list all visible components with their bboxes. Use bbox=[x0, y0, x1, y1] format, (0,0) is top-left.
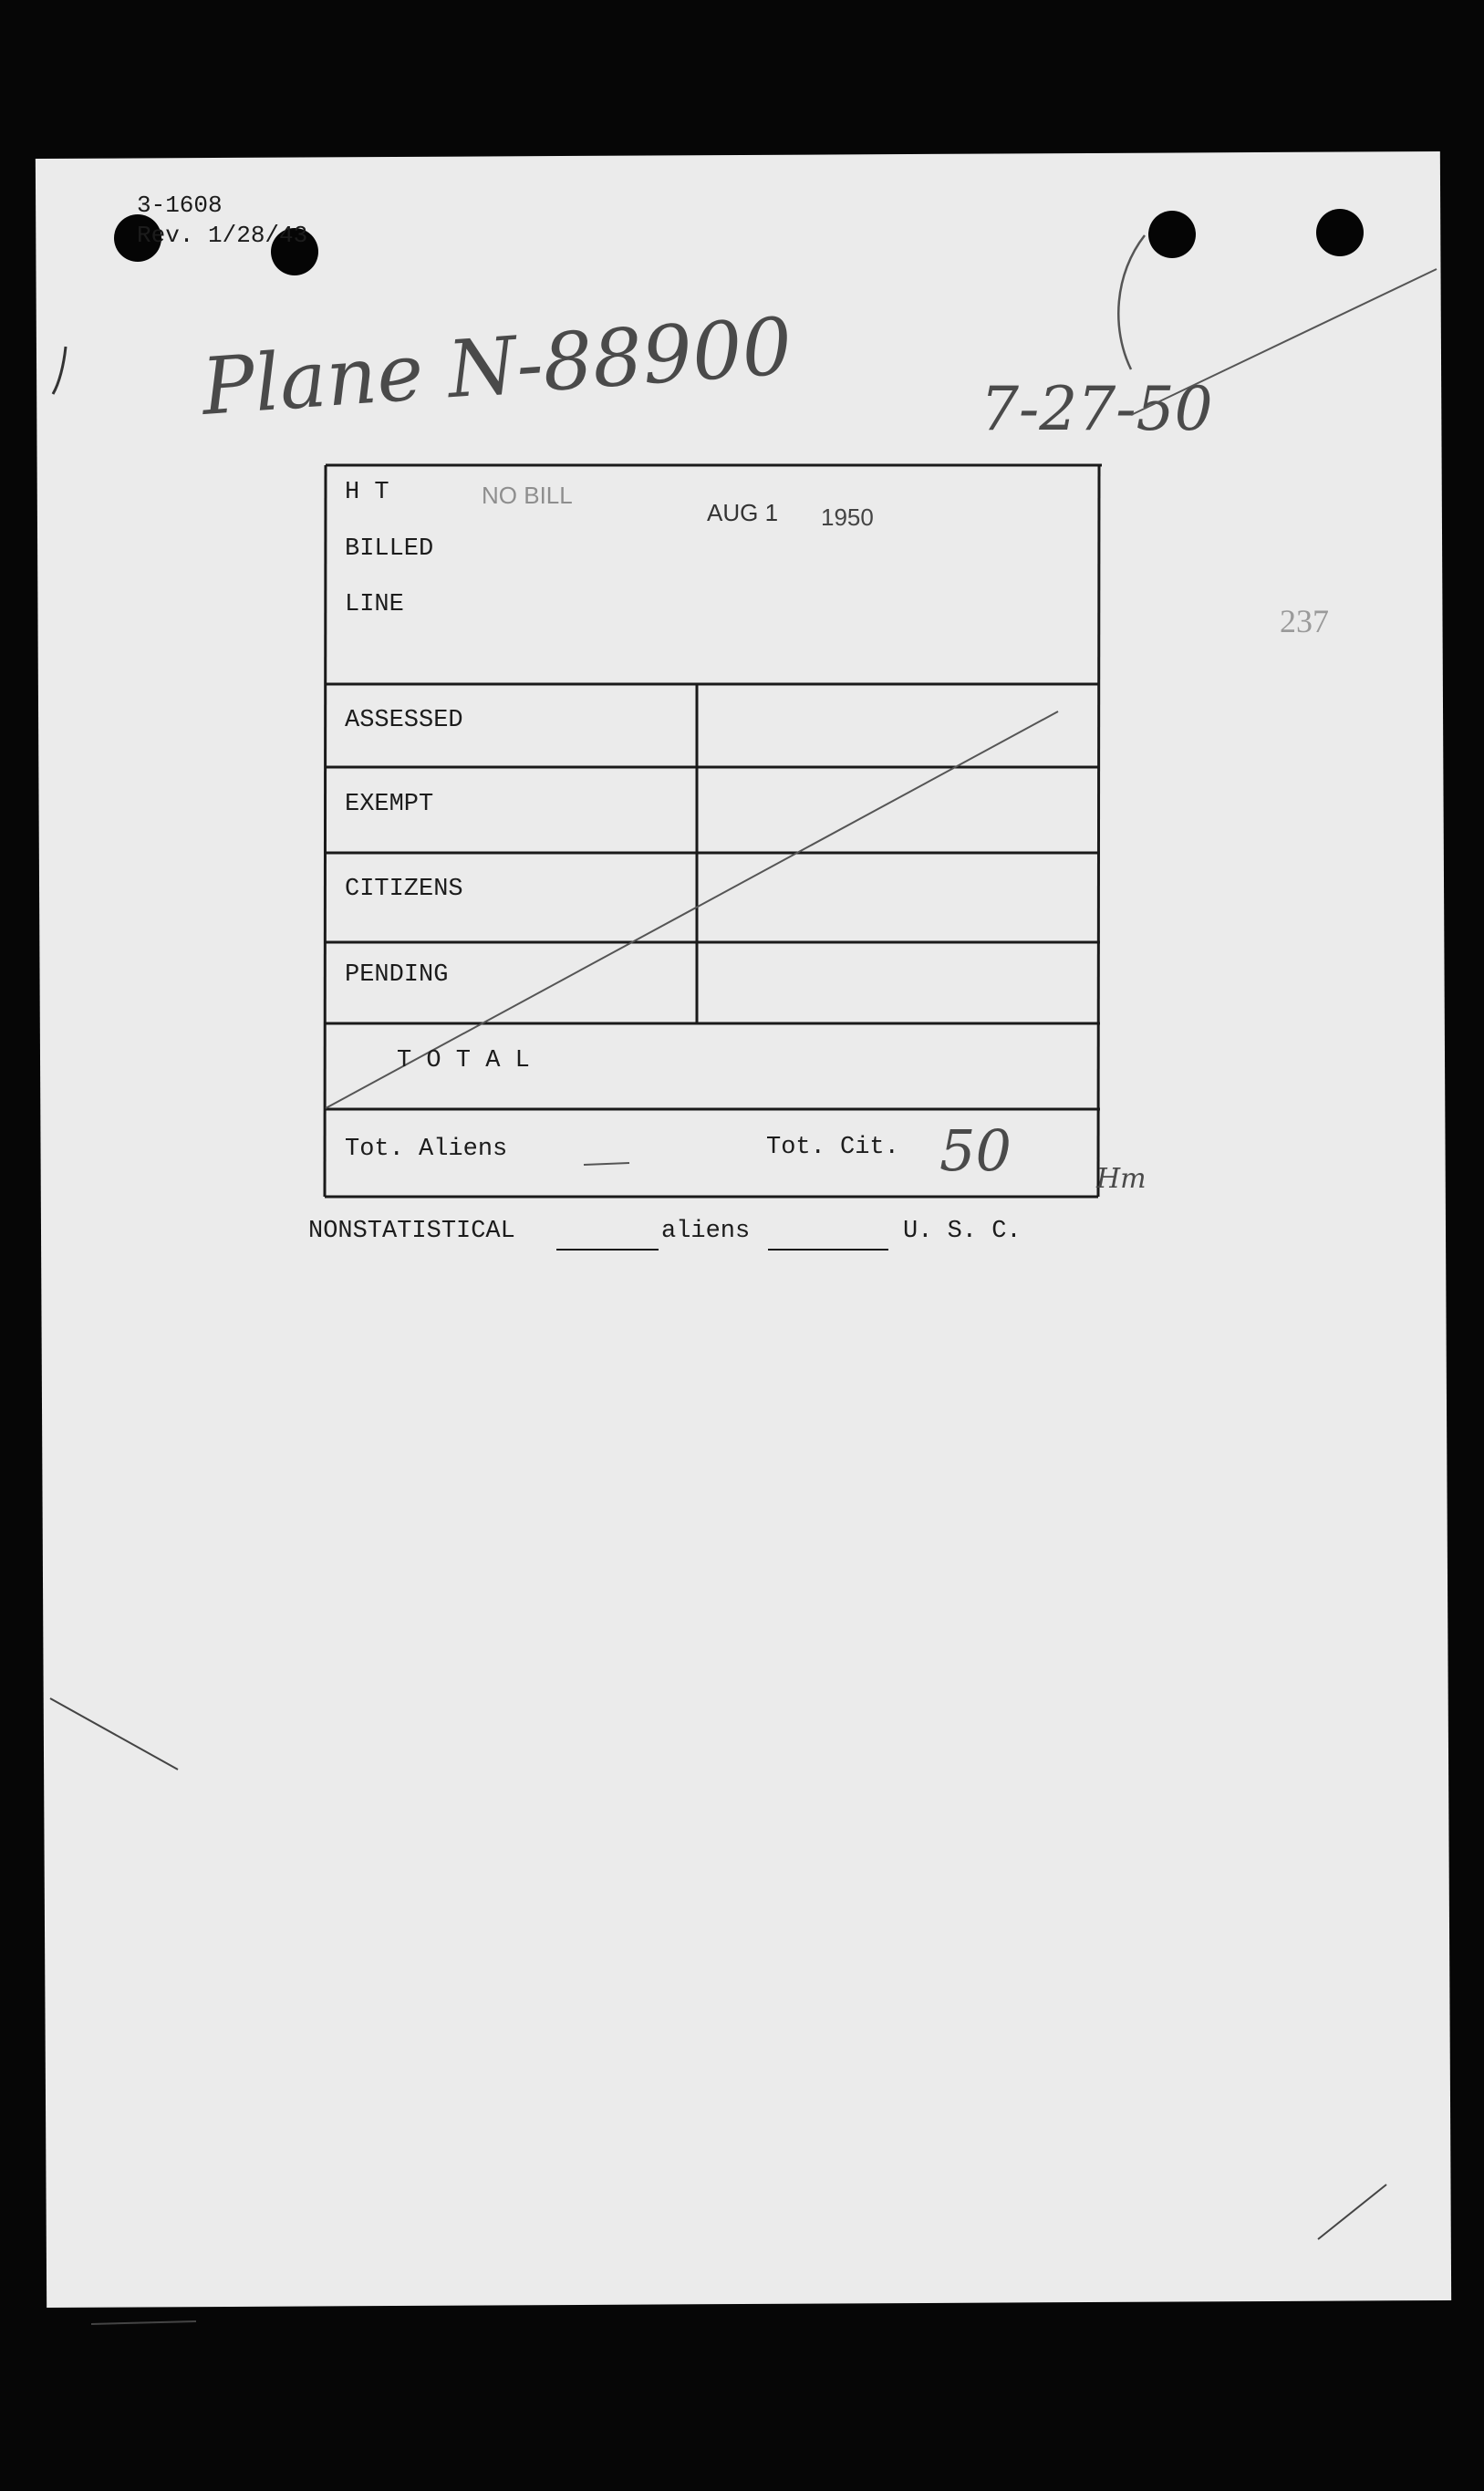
handwritten-title: Plane N-88900 bbox=[199, 301, 795, 433]
header-billed: BILLED bbox=[345, 535, 434, 563]
initials: Hm bbox=[1096, 1163, 1147, 1195]
row-label-assessed: ASSESSED bbox=[345, 707, 463, 734]
tot-aliens-label: Tot. Aliens bbox=[345, 1136, 508, 1163]
row-label-exempt: EXEMPT bbox=[345, 791, 434, 818]
total-label: T O T A L bbox=[397, 1047, 530, 1074]
form-revision: Rev. 1/28/43 bbox=[137, 222, 308, 249]
tot-cit-value: 50 bbox=[939, 1117, 1012, 1184]
no-bill-stamp: NO BILL bbox=[482, 482, 573, 509]
tot-cit-label: Tot. Cit. bbox=[766, 1134, 899, 1161]
row-label-citizens: CITIZENS bbox=[345, 876, 463, 903]
footer-usc: U. S. C. bbox=[903, 1218, 1022, 1245]
footer-nonstatistical: NONSTATISTICAL bbox=[308, 1218, 515, 1245]
date-stamp-year: 1950 bbox=[821, 503, 874, 531]
date-stamp-day: AUG 1 bbox=[707, 499, 779, 526]
footer-aliens: aliens bbox=[661, 1218, 751, 1245]
header-ht: H T bbox=[345, 479, 389, 506]
row-label-pending: PENDING bbox=[345, 961, 449, 989]
form-number: 3-1608 bbox=[137, 192, 223, 219]
page-number-stamp: 237 bbox=[1280, 603, 1329, 639]
header-line: LINE bbox=[345, 591, 404, 618]
handwritten-date: 7-27-50 bbox=[981, 374, 1213, 444]
